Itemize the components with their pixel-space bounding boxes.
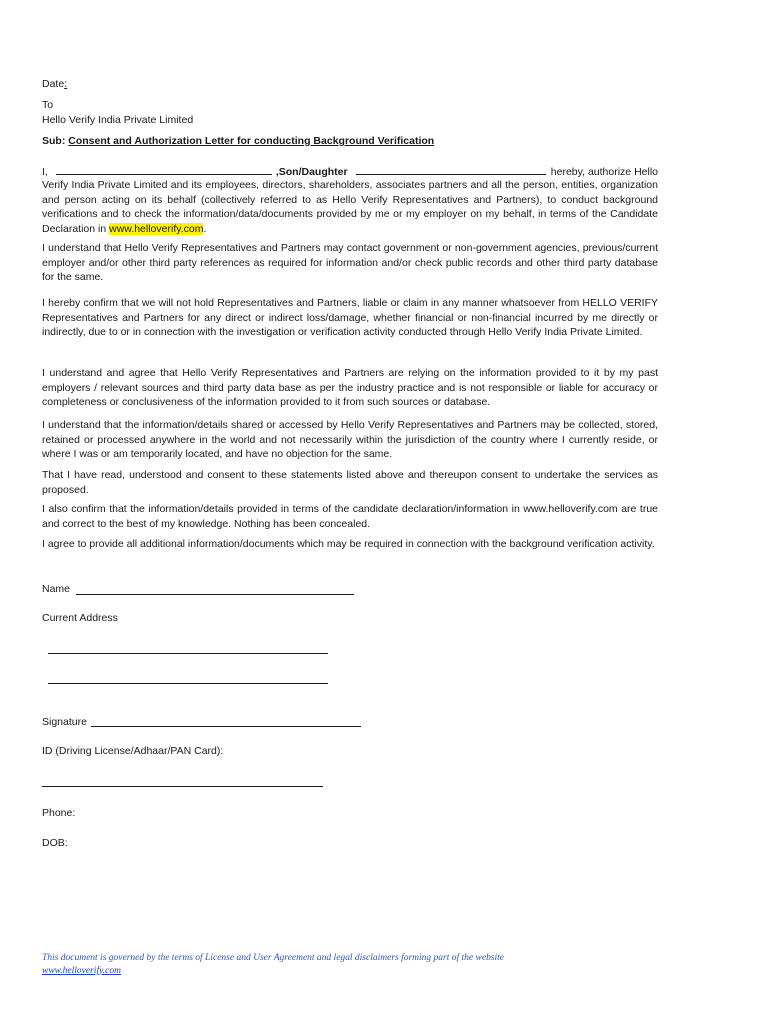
to-label: To	[42, 99, 54, 111]
signature-label: Signature	[42, 716, 87, 728]
name-field[interactable]	[76, 594, 354, 595]
paragraph-8: I agree to provide all additional information/documents which may be required in connection with the background verification activity.	[42, 538, 655, 550]
address-line-2[interactable]	[48, 683, 328, 684]
address-line-1[interactable]	[48, 653, 328, 654]
p1-start: I,	[42, 166, 48, 178]
paragraph-6: That I have read, understood and consent to these statements listed above and thereupon consent to undertake the services as proposed.	[42, 469, 658, 496]
paragraph-4: I understand and agree that Hello Verify Representatives and Partners are relying on the information provided to it by my past employers / relevant sources and third party data base as per the industry practice and is not responsible or liable for accuracy or completeness or conclusiveness of the information provided to it from such sources or database.	[42, 367, 658, 408]
addressee: Hello Verify India Private Limited	[42, 114, 194, 126]
date-line	[42, 77, 67, 92]
paragraph-1	[42, 178, 658, 236]
id-field[interactable]	[42, 786, 323, 787]
dob-label: DOB:	[42, 837, 68, 849]
subject-line	[42, 134, 434, 149]
subject-label: Sub:	[42, 135, 66, 147]
footer-link[interactable]: www.helloverify.com	[42, 965, 121, 976]
paragraph-2: I understand that Hello Verify Representatives and Partners may contact government or non-government agencies, previous/current employer and/or other third party references as required for information and/or check public records and other third party database for the same.	[42, 242, 658, 283]
current-address-label: Current Address	[42, 612, 118, 624]
paragraph-5: I understand that the information/details shared or accessed by Hello Verify Representatives and Partners may be collected, stored, retained or processed anywhere in the world and not necessarily within the jurisdiction of the country where I currently reside, or where I was or am temporarily located, and have no objection for the same.	[42, 419, 658, 460]
applicant-name-blank[interactable]	[56, 164, 272, 175]
phone-label: Phone:	[42, 807, 76, 819]
paragraph-3: I hereby confirm that we will not hold Representatives and Partners, liable or claim in any manner whatsoever from HELLO VERIFY Representatives and Partners for any direct or indirect loss/damage, whether financial or non-financial incurred by me directly or indirectly, due to or in connection with the investigation or verification activity conducted through Hello Verify India Private Limited.	[42, 297, 658, 338]
signature-field[interactable]	[91, 726, 361, 727]
p1-end: .	[203, 222, 207, 235]
date-label: Date	[42, 78, 65, 90]
footer-disclaimer	[42, 952, 504, 977]
p1-rest: Verify India Private Limited and its employees, directors, shareholders, associates partners and all the person, entities, organization and person acting on its behalf (collectively referred to as Hello Verify Representatives and Partners), to conduct background verifications and to check the information/data/documents provided by me or my employer on my behalf, in terms of the Candidate Declaration in	[42, 179, 658, 235]
footer-text: This document is governed by the terms of License and User Agreement and legal disclaimers forming part of the website	[42, 953, 505, 963]
son-daughter-label: ,Son/Daughter	[275, 166, 348, 178]
p1-authorize: hereby, authorize Hello	[550, 166, 658, 178]
subject-text: Consent and Authorization Letter for conducting Background Verification	[68, 135, 435, 147]
id-label: ID (Driving License/Adhaar/PAN Card):	[42, 745, 224, 757]
paragraph-7: I also confirm that the information/details provided in terms of the candidate declaration/information in www.helloverify.com are true and correct to the best of my knowledge. Nothing has been concealed.	[42, 503, 658, 530]
date-colon: :	[64, 78, 68, 90]
helloverify-link[interactable]: www.helloverify.com	[109, 222, 204, 235]
name-label: Name	[42, 583, 71, 595]
parent-name-blank[interactable]	[356, 164, 546, 175]
